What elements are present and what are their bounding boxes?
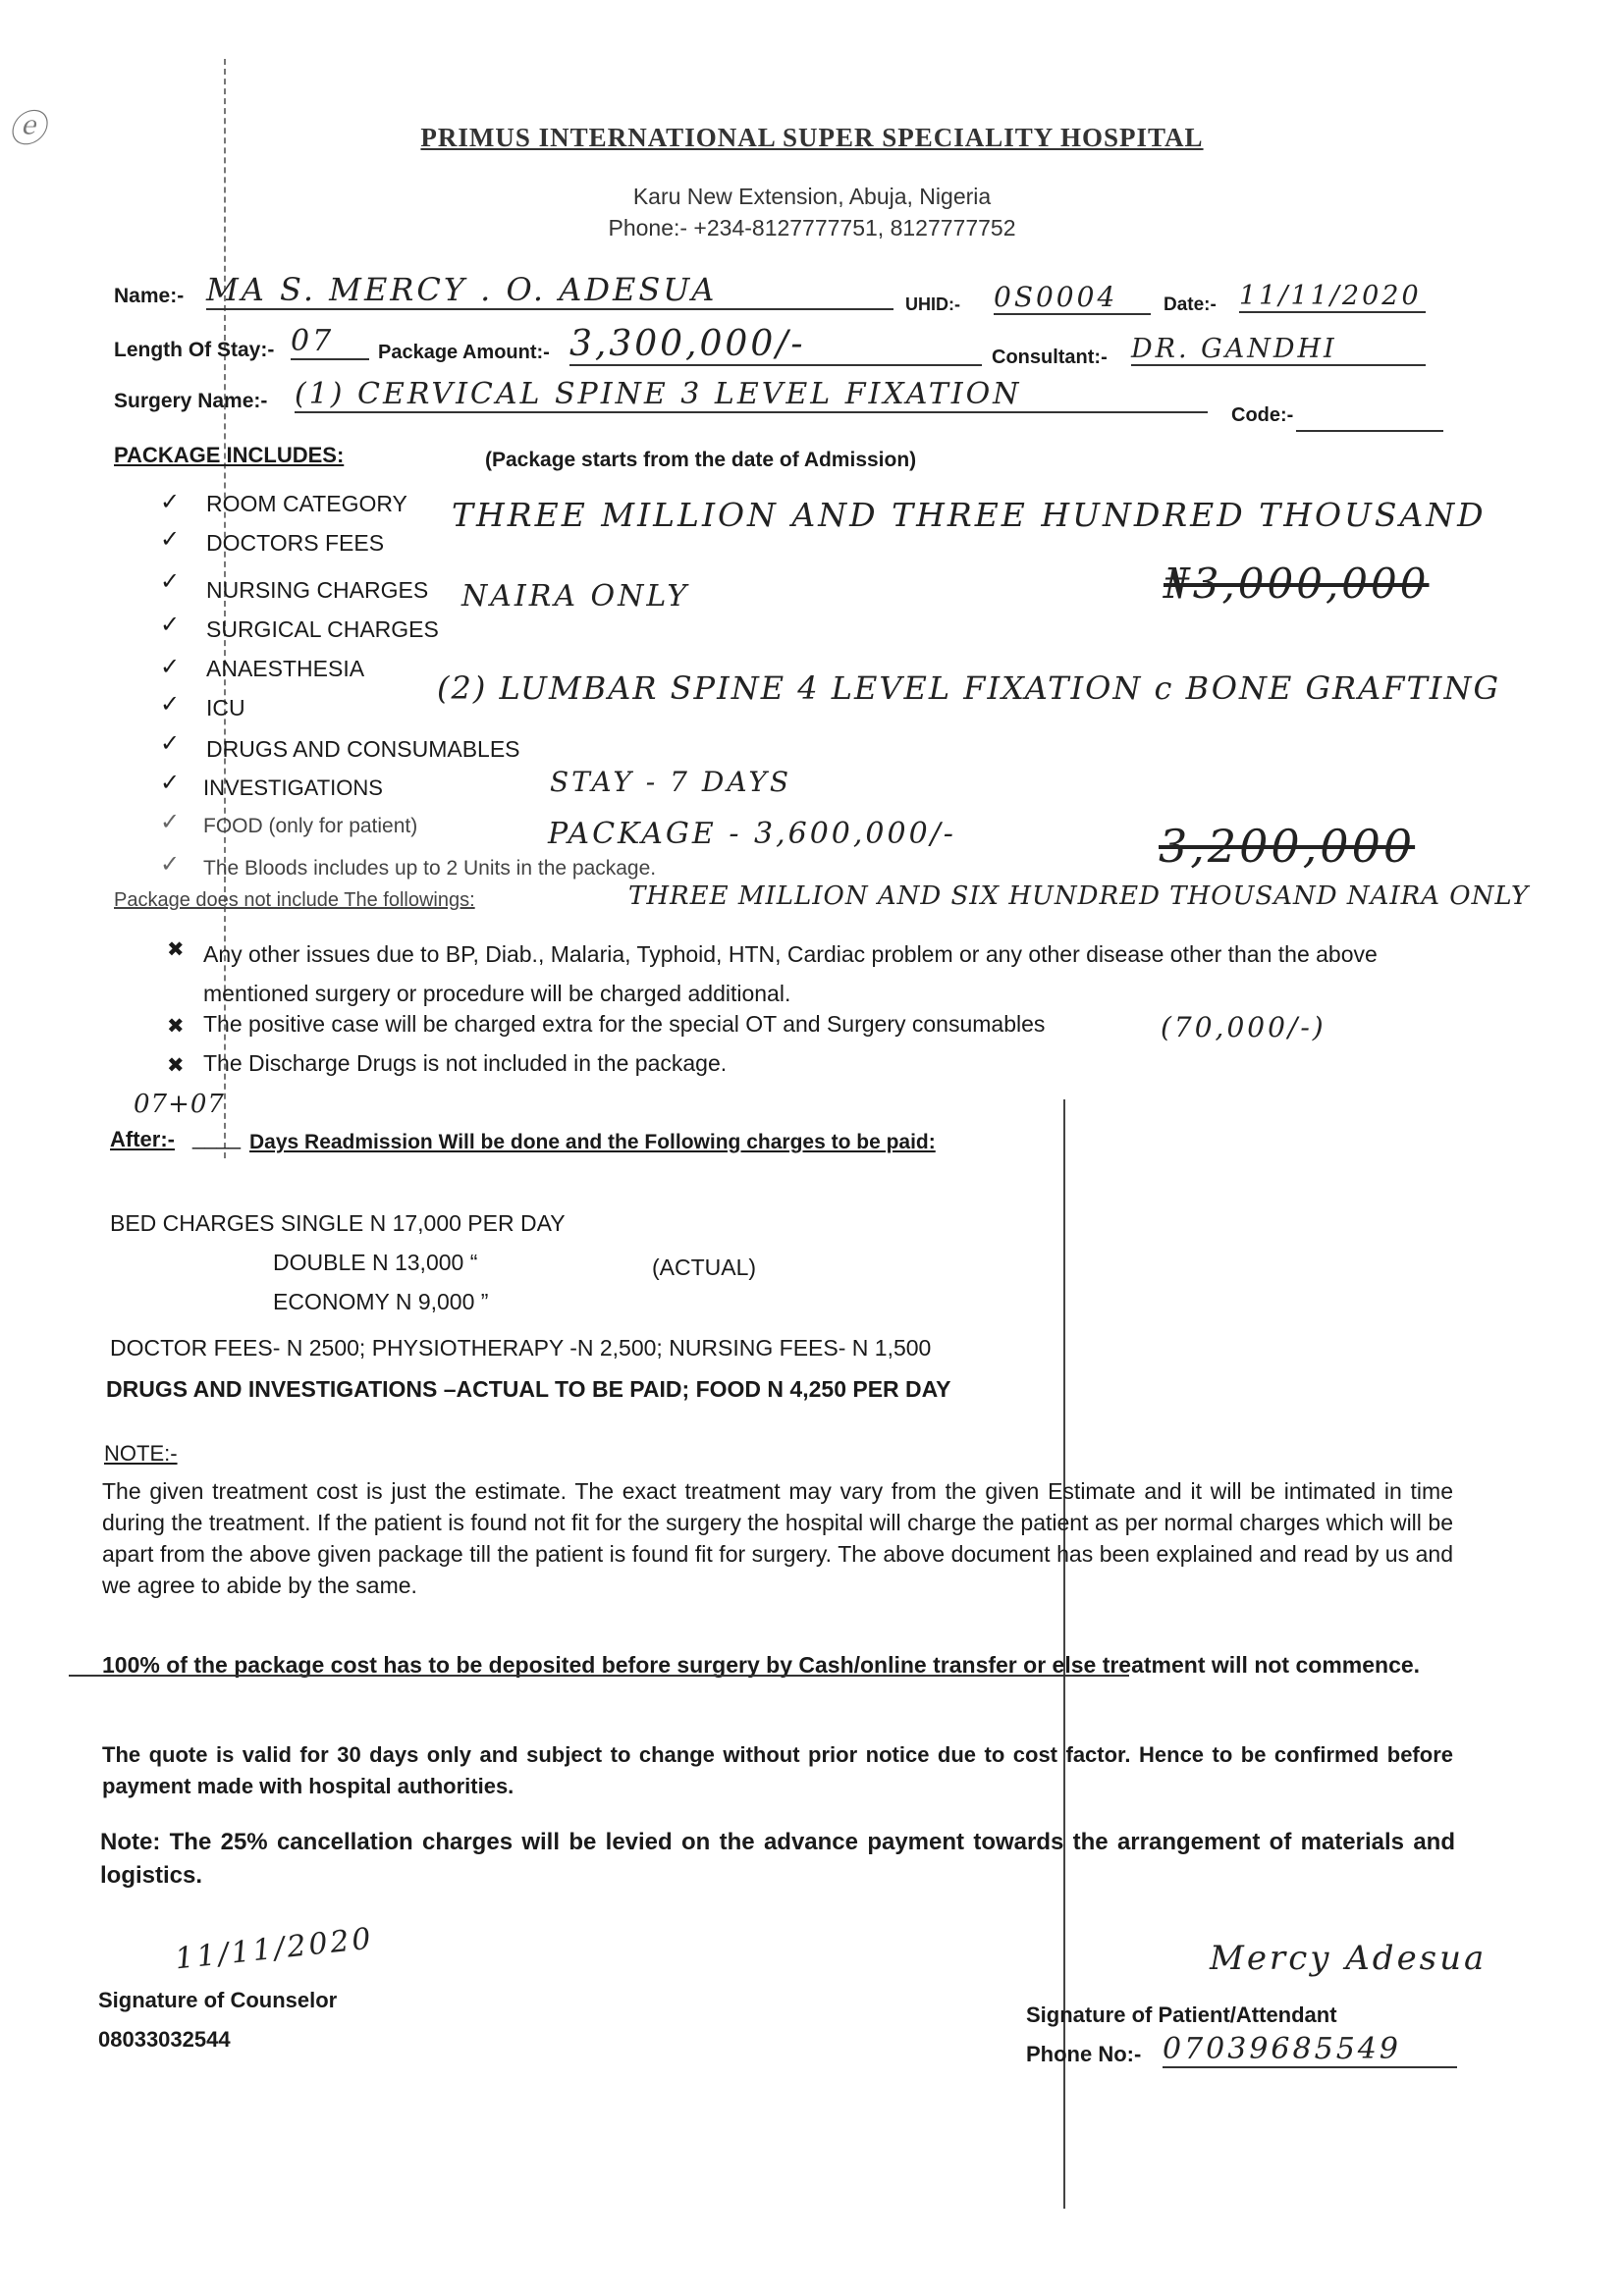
exclude-item: The Discharge Drugs is not included in the package. bbox=[203, 1050, 728, 1076]
after-label: After:- bbox=[110, 1127, 175, 1151]
package-item: DOCTORS FEES bbox=[206, 530, 385, 556]
bed-charges-economy: ECONOMY N 9,000 ” bbox=[273, 1289, 489, 1314]
surgery-label: Surgery Name:- bbox=[114, 390, 268, 412]
counselor-phone: 08033032544 bbox=[98, 2027, 231, 2052]
uhid-field: 0S0004 bbox=[994, 281, 1151, 315]
name-label: Name:- bbox=[114, 285, 185, 307]
check-icon: ✓ bbox=[160, 691, 181, 718]
consultant-label: Consultant:- bbox=[992, 347, 1108, 368]
package-item: DRUGS AND CONSUMABLES bbox=[206, 736, 520, 762]
handwritten-stay: STAY - 7 DAYS bbox=[550, 766, 792, 798]
package-item: ROOM CATEGORY bbox=[206, 491, 407, 516]
excludes-heading: Package does not include The followings: bbox=[114, 889, 475, 911]
uhid-label: UHID:- bbox=[905, 294, 960, 314]
exclude-item: The positive case will be charged extra for the special OT and Surgery consumables bbox=[203, 1011, 1046, 1037]
stay-label: Length Of Stay:- bbox=[114, 339, 275, 361]
deposit-underline bbox=[69, 1675, 1129, 1677]
handwritten-consumables: (70,000/-) bbox=[1161, 1011, 1326, 1043]
exclude-item: Any other issues due to BP, Diab., Malaria, Typhoid, HTN, Cardiac problem or any other disease other than the above mentioned surgery or procedure will be charged additional. bbox=[203, 941, 1378, 1006]
margin-mark-icon: ⓔ bbox=[8, 107, 49, 150]
package-item: INVESTIGATIONS bbox=[203, 775, 383, 800]
cancellation-paragraph: Note: The 25% cancellation charges will be levied on the advance payment towards the arrangement of materials and logistics. bbox=[100, 1829, 1455, 1889]
check-icon: ✓ bbox=[160, 568, 181, 595]
patient-signature-label: Signature of Patient/Attendant bbox=[1026, 2002, 1337, 2027]
patient-signature: Mercy Adesua bbox=[1210, 1939, 1488, 1978]
date-label: Date:- bbox=[1164, 294, 1217, 315]
package-item: FOOD (only for patient) bbox=[203, 815, 418, 837]
patient-phone-value: 07039685549 bbox=[1163, 2032, 1457, 2068]
check-icon: ✓ bbox=[160, 809, 181, 835]
handwritten-package: PACKAGE - 3,600,000/- bbox=[548, 817, 956, 851]
counselor-signature: 11/11/2020 bbox=[173, 1921, 376, 1977]
cross-icon: ✖ bbox=[167, 938, 185, 961]
check-icon: ✓ bbox=[160, 730, 181, 757]
handwritten-amount-words-1: THREE MILLION AND THREE HUNDRED THOUSAND bbox=[452, 496, 1487, 534]
check-icon: ✓ bbox=[160, 489, 181, 515]
check-icon: ✓ bbox=[160, 654, 181, 680]
package-item: ANAESTHESIA bbox=[206, 656, 365, 681]
check-icon: ✓ bbox=[160, 526, 181, 553]
package-item: The Bloods includes up to 2 Units in the package. bbox=[203, 857, 657, 880]
package-item: ICU bbox=[206, 695, 245, 721]
hospital-phone: Phone:- +234-8127777751, 8127777752 bbox=[608, 215, 1016, 240]
handwritten-days: 07+07 bbox=[134, 1090, 225, 1119]
name-field: MA S. MERCY . O. ADESUA bbox=[206, 271, 893, 310]
check-icon: ✓ bbox=[160, 770, 181, 796]
validity-paragraph: The quote is valid for 30 days only and subject to change without prior notice due to cost factor. Hence to be confirmed before payment made with hospital authorities. bbox=[102, 1742, 1453, 1798]
handwritten-amount-words-3: THREE MILLION AND SIX HUNDRED THOUSAND NAIRA ONLY bbox=[628, 881, 1530, 911]
handwritten-amount-struck: ₦3,000,000 bbox=[1164, 560, 1430, 608]
note-paragraph: The given treatment cost is just the estimate. The exact treatment may vary from the given Estimate and it will be intimated in time during the treatment. If the patient is found not fit for the surgery the hospital will charge the patient as per normal charges which will be apart from the above given package till the patient is found fit for surgery. The above document has been explained and read by us and we agree to abide by the same. bbox=[102, 1478, 1453, 1598]
counselor-signature-label: Signature of Counselor bbox=[98, 1988, 338, 2012]
package-amount-label: Package Amount:- bbox=[378, 342, 550, 363]
package-item: SURGICAL CHARGES bbox=[206, 616, 439, 642]
package-amount-field: 3,300,000/- bbox=[569, 324, 982, 366]
code-label: Code:- bbox=[1231, 404, 1294, 426]
package-item: NURSING CHARGES bbox=[206, 577, 429, 603]
cross-icon: ✖ bbox=[167, 1054, 185, 1077]
package-note: (Package starts from the date of Admission) bbox=[485, 449, 917, 471]
after-blank: ____ bbox=[192, 1125, 241, 1149]
handwritten-amount-words-2: NAIRA ONLY bbox=[461, 579, 690, 614]
check-icon: ✓ bbox=[160, 612, 181, 638]
bed-charges-double: DOUBLE N 13,000 “ bbox=[273, 1250, 478, 1275]
bed-charges-single: BED CHARGES SINGLE N 17,000 PER DAY bbox=[110, 1210, 566, 1236]
stay-field: 07 bbox=[291, 324, 369, 360]
surgery-field: (1) CERVICAL SPINE 3 LEVEL FIXATION bbox=[295, 377, 1208, 413]
patient-phone-label: Phone No:- bbox=[1026, 2042, 1142, 2066]
cross-icon: ✖ bbox=[167, 1015, 185, 1038]
hospital-title: PRIMUS INTERNATIONAL SUPER SPECIALITY HOSPITAL bbox=[420, 123, 1204, 152]
handwritten-lumbar-surgery: (2) LUMBAR SPINE 4 LEVEL FIXATION c BONE GRAFTING bbox=[437, 669, 1500, 707]
drugs-food-line: DRUGS AND INVESTIGATIONS –ACTUAL TO BE PAID; FOOD N 4,250 PER DAY bbox=[106, 1376, 951, 1402]
hospital-address: Karu New Extension, Abuja, Nigeria bbox=[632, 184, 992, 209]
note-heading: NOTE:- bbox=[104, 1441, 178, 1466]
handwritten-package-struck: 3,200,000 bbox=[1159, 820, 1416, 873]
date-field: 11/11/2020 bbox=[1239, 281, 1426, 313]
consultant-field: DR. GANDHI bbox=[1131, 334, 1426, 366]
code-field bbox=[1296, 404, 1443, 432]
package-includes-heading: PACKAGE INCLUDES: bbox=[114, 443, 345, 467]
charges-actual: (ACTUAL) bbox=[652, 1255, 757, 1280]
readmission-text: Days Readmission Will be done and the Following charges to be paid: bbox=[249, 1131, 936, 1153]
deposit-paragraph: 100% of the package cost has to be deposited before surgery by Cash/online transfer or else treatment will not commence. bbox=[102, 1652, 1421, 1678]
doctor-fees-line: DOCTOR FEES- N 2500; PHYSIOTHERAPY -N 2,500; NURSING FEES- N 1,500 bbox=[110, 1335, 932, 1361]
check-icon: ✓ bbox=[160, 851, 181, 878]
